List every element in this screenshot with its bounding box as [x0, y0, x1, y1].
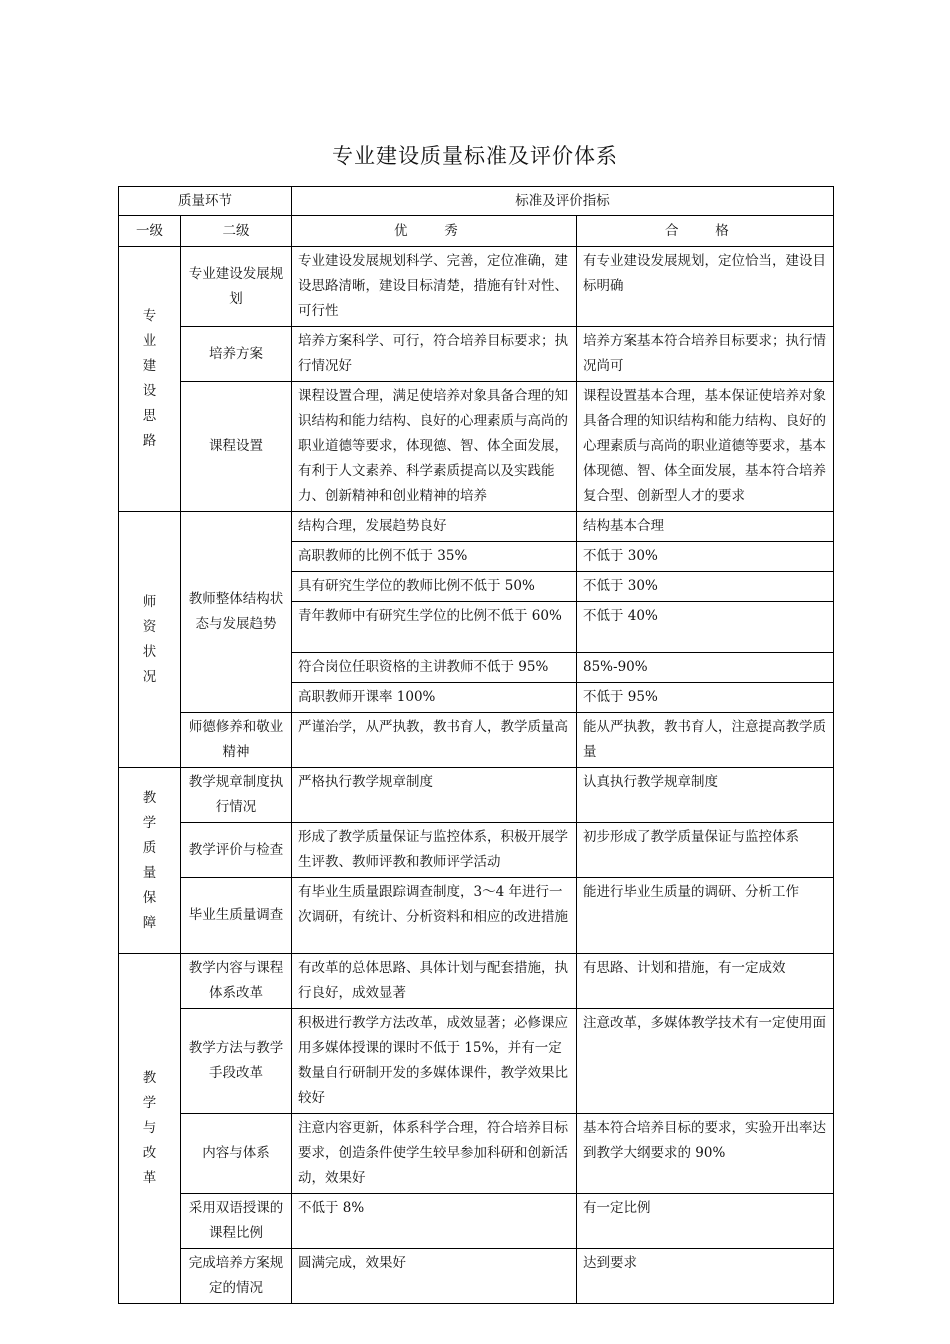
- qualified-cell: 有思路、计划和措施，有一定成效: [577, 954, 834, 1009]
- qualified-cell: 基本符合培养目标的要求，实验开出率达到教学大纲要求的 90%: [577, 1114, 834, 1194]
- excellent-cell: 培养方案科学、可行，符合培养目标要求；执行情况好: [292, 327, 577, 382]
- qualified-cell: 课程设置基本合理，基本保证使培养对象具备合理的知识结构和能力结构、良好的心理素质与高尚的职业道德等要求，基本体现德、智、体全面发展，基本符合培养复合型、创新型人才的要求: [577, 382, 834, 512]
- excellent-cell: 圆满完成，效果好: [292, 1249, 577, 1304]
- item-label: 培养方案: [181, 327, 292, 382]
- table-row: [119, 713, 834, 768]
- table-row: [119, 327, 834, 382]
- item-label: 师德修养和敬业精神: [181, 713, 292, 768]
- group-label-text: 教学与改革: [142, 1070, 157, 1186]
- qualified-cell: 有一定比例: [577, 1194, 834, 1249]
- excellent-cell: 严格执行教学规章制度: [292, 768, 577, 823]
- item-label: 教师整体结构状态与发展趋势: [181, 512, 292, 713]
- header-level2: 二级: [181, 216, 292, 247]
- excellent-cell: 专业建设发展规划科学、完善，定位准确，建设思路清晰，建设目标清楚，措施有针对性、可行性: [292, 247, 577, 327]
- table-row: [119, 768, 834, 823]
- qualified-cell: 不低于 30%: [577, 542, 834, 572]
- group-label: [119, 768, 181, 954]
- table-row: [119, 878, 834, 954]
- page-title: 专业建设质量标准及评价体系: [332, 144, 618, 168]
- excellent-cell: 有改革的总体思路、具体计划与配套措施，执行良好，成效显著: [292, 954, 577, 1009]
- qualified-cell: 结构基本合理: [577, 512, 834, 542]
- excellent-cell: 结构合理，发展趋势良好: [292, 512, 577, 542]
- item-label: 完成培养方案规定的情况: [181, 1249, 292, 1304]
- excellent-cell: 课程设置合理，满足使培养对象具备合理的知识结构和能力结构、良好的心理素质与高尚的职业道德等要求，体现德、智、体全面发展，有利于人文素养、科学素质提高以及实践能力、创新精神和创业精神的培养: [292, 382, 577, 512]
- qualified-cell: 不低于 95%: [577, 683, 834, 713]
- header-qualified: [577, 216, 834, 247]
- qualified-cell: 能进行毕业生质量的调研、分析工作: [577, 878, 834, 954]
- item-label: 教学评价与检查: [181, 823, 292, 878]
- header-qualified-label: 合 格: [665, 223, 745, 239]
- header-standards: 标准及评价指标: [292, 187, 834, 216]
- group-label: [119, 954, 181, 1304]
- item-label: 教学方法与教学手段改革: [181, 1009, 292, 1114]
- group-label-text: 教学质量保障: [142, 789, 157, 931]
- header-excellent: [292, 216, 577, 247]
- qualified-cell: 注意改革，多媒体教学技术有一定使用面: [577, 1009, 834, 1114]
- qualified-cell: 不低于 40%: [577, 602, 834, 653]
- item-label: 毕业生质量调查: [181, 878, 292, 954]
- excellent-cell: 形成了教学质量保证与监控体系，积极开展学生评教、教师评教和教师评学活动: [292, 823, 577, 878]
- excellent-cell: 青年教师中有研究生学位的比例不低于 60%: [292, 602, 577, 653]
- qualified-cell: 认真执行教学规章制度: [577, 768, 834, 823]
- excellent-cell: 有毕业生质量跟踪调查制度，3～4 年进行一次调研，有统计、分析资料和相应的改进措施: [292, 878, 577, 954]
- table-row: [119, 1009, 834, 1114]
- item-label: 教学规章制度执行情况: [181, 768, 292, 823]
- group-label-text: 师资状况: [142, 593, 157, 685]
- excellent-cell: 注意内容更新，体系科学合理，符合培养目标要求，创造条件使学生较早参加科研和创新活动，效果好: [292, 1114, 577, 1194]
- qualified-cell: 培养方案基本符合培养目标要求；执行情况尚可: [577, 327, 834, 382]
- item-label: 课程设置: [181, 382, 292, 512]
- group-label: [119, 512, 181, 768]
- quality-standards-table: [118, 186, 834, 1304]
- excellent-cell: 高职教师开课率 100%: [292, 683, 577, 713]
- table-row: [119, 954, 834, 1009]
- table-row: [119, 512, 834, 542]
- group-label: [119, 247, 181, 512]
- qualified-cell: 初步形成了教学质量保证与监控体系: [577, 823, 834, 878]
- group-label-text: 专业建设思路: [142, 308, 157, 449]
- table-row: [119, 1249, 834, 1304]
- item-label: 采用双语授课的课程比例: [181, 1194, 292, 1249]
- qualified-cell: 能从严执教，教书育人，注意提高教学质量: [577, 713, 834, 768]
- excellent-cell: 符合岗位任职资格的主讲教师不低于 95%: [292, 653, 577, 683]
- qualified-cell: 达到要求: [577, 1249, 834, 1304]
- header-quality-link: 质量环节: [119, 187, 292, 216]
- table-row: [119, 382, 834, 512]
- excellent-cell: 严谨治学，从严执教，教书育人，教学质量高: [292, 713, 577, 768]
- item-label: 专业建设发展规划: [181, 247, 292, 327]
- item-label: 内容与体系: [181, 1114, 292, 1194]
- header-row-1: [119, 187, 834, 216]
- table-row: [119, 1114, 834, 1194]
- header-level1: 一级: [119, 216, 181, 247]
- excellent-cell: 具有研究生学位的教师比例不低于 50%: [292, 572, 577, 602]
- excellent-cell: 高职教师的比例不低于 35%: [292, 542, 577, 572]
- item-label: 教学内容与课程体系改革: [181, 954, 292, 1009]
- excellent-cell: 不低于 8%: [292, 1194, 577, 1249]
- qualified-cell: 不低于 30%: [577, 572, 834, 602]
- table-row: [119, 247, 834, 327]
- qualified-cell: 85%-90%: [577, 653, 834, 683]
- header-row-2: [119, 216, 834, 247]
- header-excellent-label: 优 秀: [394, 223, 474, 239]
- qualified-cell: 有专业建设发展规划，定位恰当，建设目标明确: [577, 247, 834, 327]
- excellent-cell: 积极进行教学方法改革，成效显著；必修课应用多媒体授课的课时不低于 15%，并有一定数量自行研制开发的多媒体课件，教学效果比较好: [292, 1009, 577, 1114]
- table-row: [119, 1194, 834, 1249]
- table-row: [119, 823, 834, 878]
